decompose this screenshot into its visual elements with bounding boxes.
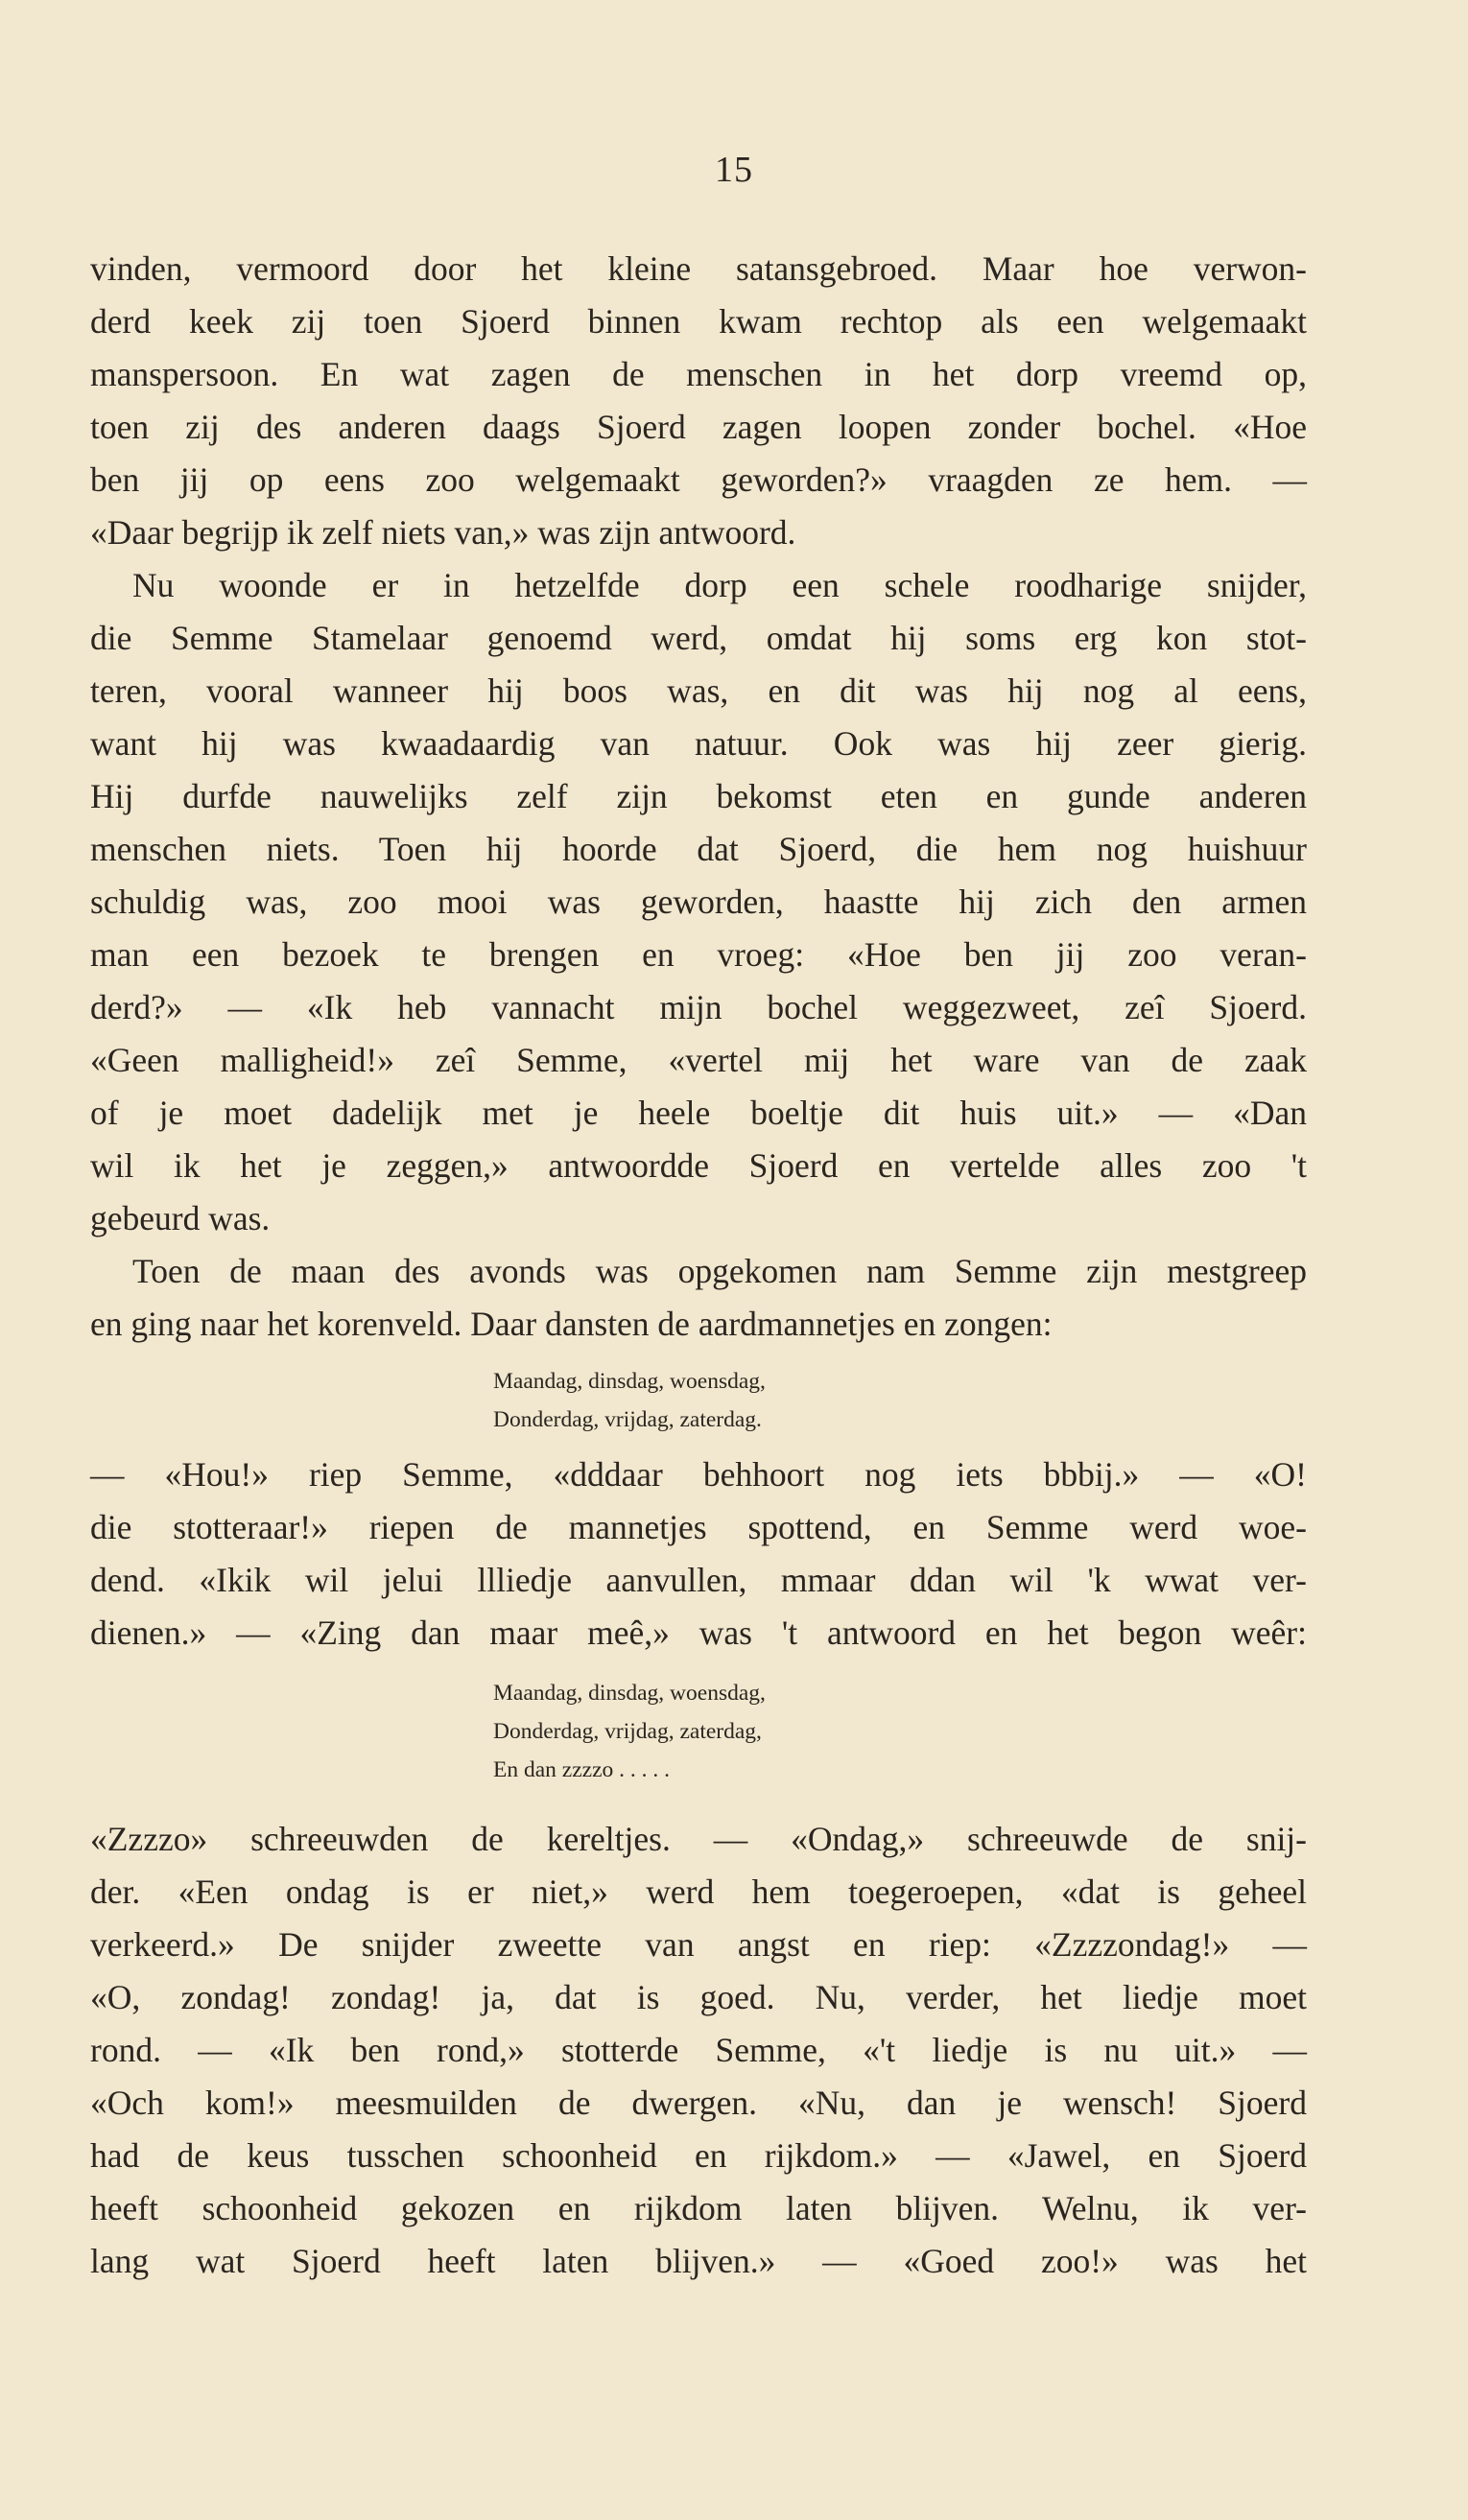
- text-line: «Geen malligheid!» zeî Semme, «vertel mij het ware van de zaak: [90, 1041, 1307, 1079]
- text-line: die Semme Stamelaar genoemd werd, omdat hij soms erg kon stot-: [90, 619, 1307, 657]
- text-line: want hij was kwaadaardig van natuur. Ook was hij zeer gierig.: [90, 724, 1307, 763]
- text-line: «Daar begrijp ik zelf niets van,» was zijn antwoord.: [90, 513, 796, 552]
- text-line: verkeerd.» De snijder zweette van angst en riep: «Zzzzondag!» —: [90, 1925, 1307, 1964]
- song-verse-1: [493, 1362, 766, 1439]
- text-line: Hij durfde nauwelijks zelf zijn bekomst eten en gunde anderen: [90, 777, 1307, 815]
- text-line: dienen.» — «Zing dan maar meê,» was 't antwoord en het begon weêr:: [90, 1613, 1307, 1652]
- verse-line: En dan zzzzo . . . . .: [493, 1757, 671, 1782]
- text-line: had de keus tusschen schoonheid en rijkdom.» — «Jawel, en Sjoerd: [90, 2136, 1307, 2175]
- text-line: of je moet dadelijk met je heele boeltje dit huis uit.» — «Dan: [90, 1094, 1307, 1132]
- text-line: menschen niets. Toen hij hoorde dat Sjoerd, die hem nog huishuur: [90, 830, 1307, 868]
- text-line: ben jij op eens zoo welgemaakt geworden?» vraagden ze hem. —: [90, 460, 1307, 499]
- song-verse-2: [493, 1674, 766, 1789]
- text-line: manspersoon. En wat zagen de menschen in het dorp vreemd op,: [90, 355, 1307, 393]
- verse-line: Donderdag, vrijdag, zaterdag,: [493, 1719, 762, 1744]
- paragraph-3: [90, 1245, 1307, 1351]
- text-line: Nu woonde er in hetzelfde dorp een schele roodharige snijder,: [132, 566, 1307, 604]
- text-line: vinden, vermoord door het kleine satansgebroed. Maar hoe verwon-: [90, 249, 1307, 288]
- paragraph-2: [90, 559, 1307, 1245]
- paragraph-5: [90, 1813, 1307, 2288]
- text-line: toen zij des anderen daags Sjoerd zagen loopen zonder bochel. «Hoe: [90, 408, 1307, 446]
- text-line: en ging naar het korenveld. Daar dansten de aardmannetjes en zongen:: [90, 1305, 1053, 1343]
- verse-line: Maandag, dinsdag, woensdag,: [493, 1681, 766, 1706]
- text-line: derd keek zij toen Sjoerd binnen kwam rechtop als een welgemaakt: [90, 302, 1307, 341]
- paragraph-1: [90, 243, 1307, 559]
- text-line: teren, vooral wanneer hij boos was, en dit was hij nog al eens,: [90, 671, 1307, 710]
- text-line: der. «Een ondag is er niet,» werd hem toegeroepen, «dat is geheel: [90, 1872, 1307, 1911]
- page-number: 15: [715, 150, 753, 190]
- text-line: «O, zondag! zondag! ja, dat is goed. Nu, verder, het liedje moet: [90, 1978, 1307, 2016]
- text-line: schuldig was, zoo mooi was geworden, haastte hij zich den armen: [90, 883, 1307, 921]
- verse-line: Maandag, dinsdag, woensdag,: [493, 1369, 766, 1394]
- text-line: wil ik het je zeggen,» antwoordde Sjoerd en vertelde alles zoo 't: [90, 1146, 1307, 1185]
- text-line: rond. — «Ik ben rond,» stotterde Semme, «'t liedje is nu uit.» —: [90, 2031, 1307, 2069]
- text-line: Toen de maan des avonds was opgekomen nam Semme zijn mestgreep: [132, 1252, 1307, 1290]
- text-line: lang wat Sjoerd heeft laten blijven.» — «Goed zoo!» was het: [90, 2242, 1307, 2280]
- text-line: «Zzzzo» schreeuwden de kereltjes. — «Ondag,» schreeuwde de snij-: [90, 1820, 1307, 1858]
- text-line: dend. «Ikik wil jelui llliedje aanvullen, mmaar ddan wil 'k wwat ver-: [90, 1561, 1307, 1599]
- verse-line: Donderdag, vrijdag, zaterdag.: [493, 1407, 762, 1432]
- text-line: gebeurd was.: [90, 1199, 271, 1237]
- text-line: — «Hou!» riep Semme, «dddaar behhoort nog iets bbbij.» — «O!: [90, 1455, 1307, 1494]
- text-line: heeft schoonheid gekozen en rijkdom laten blijven. Welnu, ik ver-: [90, 2189, 1307, 2227]
- paragraph-4: [90, 1448, 1307, 1660]
- text-line: die stotteraar!» riepen de mannetjes spottend, en Semme werd woe-: [90, 1508, 1307, 1546]
- text-line: «Och kom!» meesmuilden de dwergen. «Nu, dan je wensch! Sjoerd: [90, 2084, 1307, 2122]
- text-line: man een bezoek te brengen en vroeg: «Hoe ben jij zoo veran-: [90, 935, 1307, 974]
- text-line: derd?» — «Ik heb vannacht mijn bochel weggezweet, zeî Sjoerd.: [90, 988, 1307, 1026]
